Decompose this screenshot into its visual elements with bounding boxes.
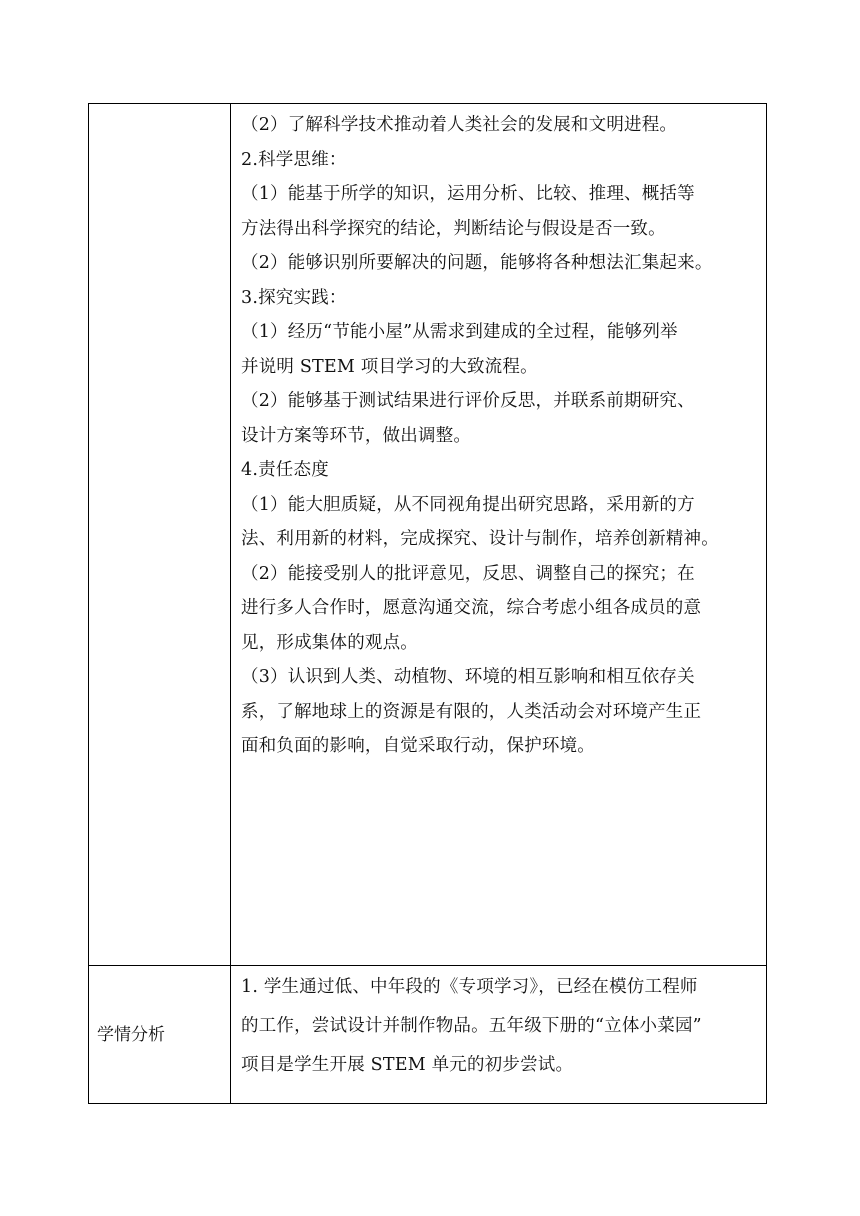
objective-line: （1）能大胆质疑，从不同视角提出研究思路，采用新的方 [241,494,695,515]
objective-line: 方法得出科学探究的结论，判断结论与假设是否一致。 [241,218,666,239]
objectives-row [89,104,767,966]
objective-line: 设计方案等环节，做出调整。 [241,425,472,446]
objective-heading: 2.科学思维： [241,149,347,170]
objective-heading: 3.探究实践： [241,287,347,308]
objective-line: （1）经历“节能小屋”从需求到建成的全过程，能够列举 [241,322,678,342]
objective-line: 系，了解地球上的资源是有限的，人类活动会对环境产生正 [241,701,702,722]
analysis-line: 项目是学生开展 STEM 单元的初步尝试。 [241,1055,574,1075]
analysis-label: 学情分析 [97,1024,165,1045]
analysis-content-cell [231,966,767,1104]
objective-line: （2）了解科学技术推动着人类社会的发展和文明进程。 [241,115,678,135]
analysis-line: 的工作，尝试设计并制作物品。五年级下册的“立体小菜园” [241,1016,702,1036]
objective-line: 面和负面的影响，自觉采取行动，保护环境。 [241,736,595,756]
analysis-line: 1. 学生通过低、中年段的《专项学习》，已经在模仿工程师 [241,977,698,997]
objective-line: （1）能基于所学的知识，运用分析、比较、推理、概括等 [241,184,695,204]
lesson-plan-table [88,103,767,1104]
objective-line: 法、利用新的材料，完成探究、设计与制作，培养创新精神。 [241,529,719,549]
objective-line: （2）能接受别人的批评意见，反思、调整自己的探究；在 [241,563,695,584]
analysis-label-cell [89,966,231,1104]
objective-heading: 4.责任态度 [241,460,329,480]
objectives-label-cell [89,104,231,966]
analysis-row [89,966,767,1104]
objective-line: 见，形成集体的观点。 [241,632,418,653]
objective-line: （2）能够基于测试结果进行评价反思，并联系前期研究、 [241,391,695,411]
objective-line: 进行多人合作时，愿意沟通交流，综合考虑小组各成员的意 [241,598,702,618]
objective-line: 并说明 STEM 项目学习的大致流程。 [241,356,538,377]
objective-line: （2）能够识别所要解决的问题，能够将各种想法汇集起来。 [241,253,713,273]
objectives-content-cell [231,104,767,966]
objective-line: （3）认识到人类、动植物、环境的相互影响和相互依存关 [241,667,695,687]
